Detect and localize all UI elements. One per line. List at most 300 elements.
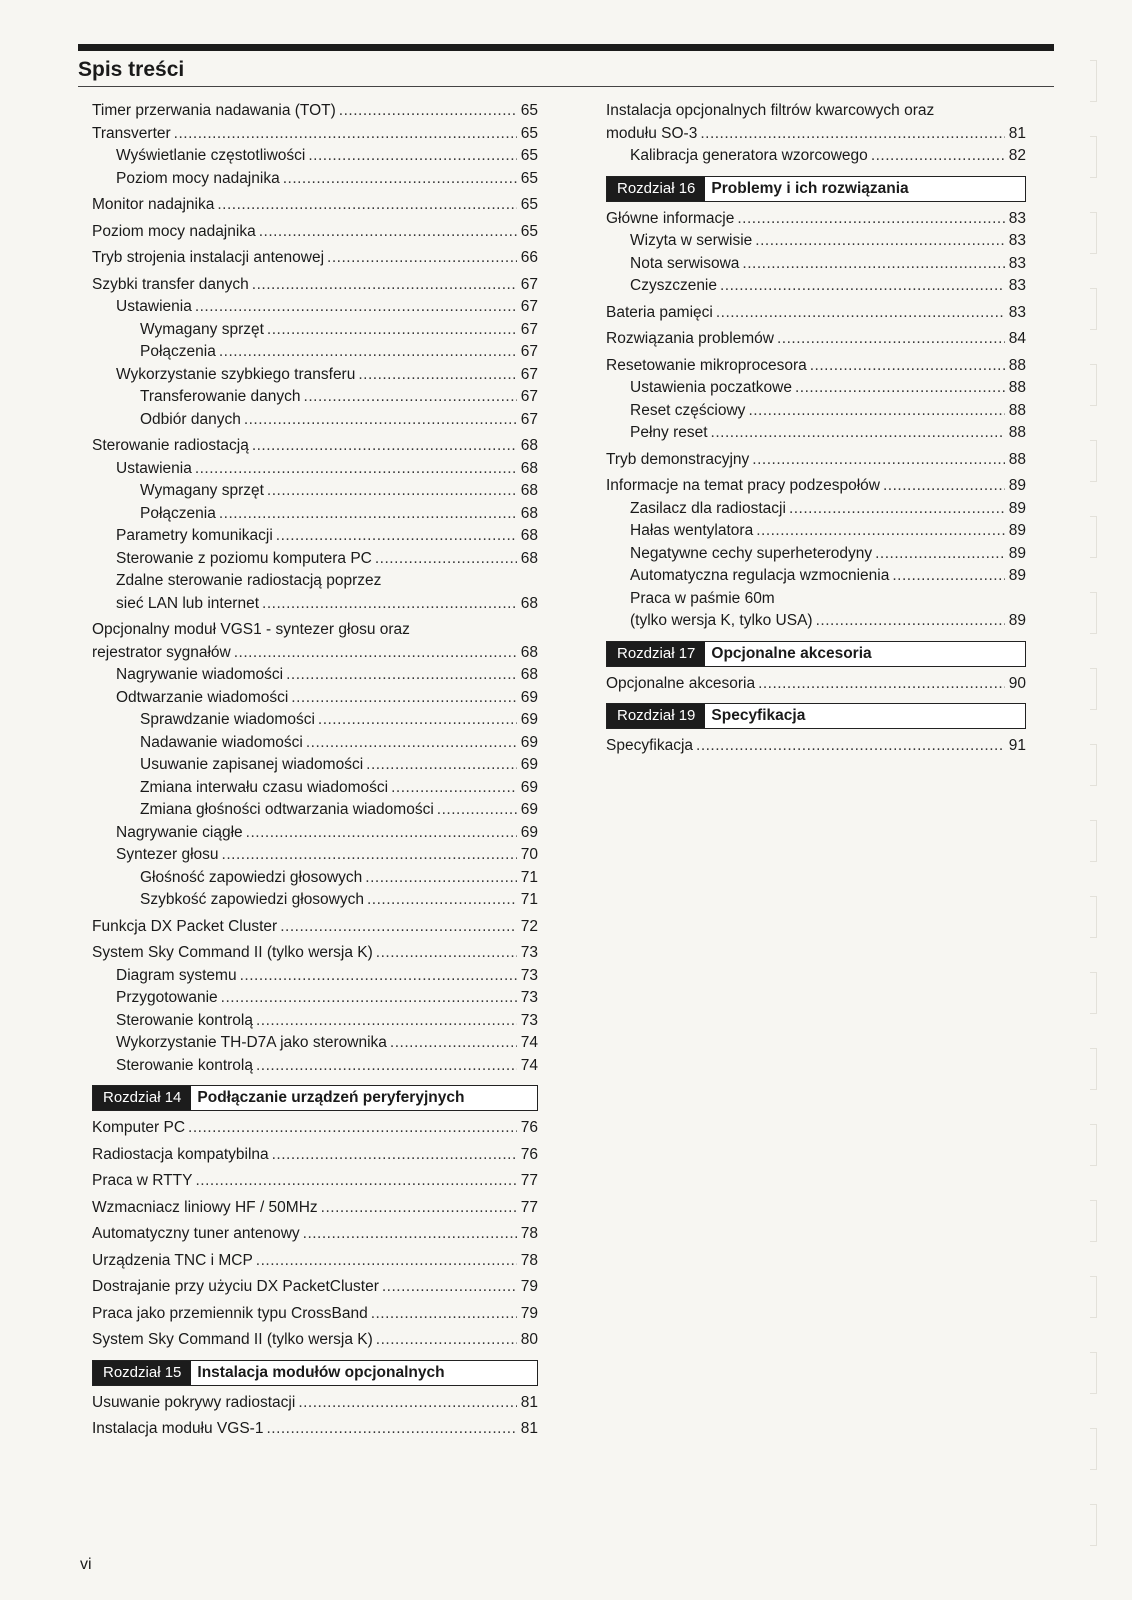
title-rule [78,86,1054,87]
toc-entry[interactable] [92,1144,538,1167]
toc-entry-label: Specyfikacja [606,737,694,754]
margin-tabs [1090,60,1104,1560]
toc-entry-page: 69 [520,688,538,706]
dot-leader [280,916,517,939]
dot-leader [256,1010,517,1033]
toc-entry-page: 69 [520,733,538,751]
dot-leader [752,449,1005,472]
toc-entry-page: 71 [520,868,538,886]
dot-leader [304,386,517,409]
toc-entry-page: 88 [1008,356,1026,374]
toc-entry-page: 74 [520,1034,538,1051]
dot-leader [195,296,517,319]
top-rule [78,44,1054,51]
dot-leader [376,942,517,965]
dot-leader [756,520,1005,543]
toc-entry-label: Radiostacja kompatybilna [92,1145,269,1163]
dot-leader [291,687,517,710]
toc-entry-label: Tryb demonstracyjny [606,450,750,468]
toc-entry-page: 67 [520,388,538,405]
toc-entry-label: Wzmacniacz liniowy HF / 50MHz [92,1198,318,1216]
dot-leader [195,458,517,481]
toc-entry-label-line: Zdalne sterowanie radiostacją poprzez [116,572,382,589]
page-title: Spis treści [78,58,185,81]
dot-leader [700,123,1005,146]
dot-leader [382,1276,517,1299]
dot-leader [196,1170,518,1193]
toc-entry-page: 69 [520,778,538,796]
chapter-title: Problemy i ich rozwiązania [705,177,1025,201]
toc-entry[interactable] [606,588,1026,633]
toc-entry[interactable] [92,1170,538,1193]
toc-entry-label: Hałas wentylatora [630,522,754,539]
toc-entry[interactable] [92,319,538,342]
toc-entry-page: 65 [520,147,538,164]
toc-entry-label: Ustawienia poczatkowe [630,379,792,396]
toc-entry-label: Monitor nadajnika [92,196,215,213]
toc-entry[interactable] [606,253,1026,276]
toc-entry[interactable] [606,100,1026,145]
chapter-number: Rozdział 15 [93,1361,191,1385]
dot-leader [219,341,517,364]
toc-entry-label: Połączenia [140,504,216,522]
dot-leader [276,525,517,548]
dot-leader [720,275,1005,298]
toc-entry-label: Parametry komunikacji [116,527,273,544]
toc-entry[interactable] [92,168,538,191]
toc-entry-page: 70 [520,846,538,863]
toc-entry-label: Sterowanie kontrolą [116,1011,253,1029]
toc-entry-label: Sterowanie z poziomu komputera PC [116,549,372,567]
page-number: vi [80,1556,92,1573]
toc-entry[interactable] [92,1276,538,1299]
dot-leader [875,543,1005,566]
toc-entry[interactable] [92,548,538,571]
dot-leader [777,328,1005,351]
toc-entry-page: 83 [1008,209,1026,227]
toc-entry[interactable] [606,673,1026,696]
toc-entry-page: 80 [520,1331,538,1348]
toc-entry-page: 67 [520,275,538,293]
dot-leader [795,377,1005,400]
toc-entry-label: Reset częściowy [630,401,746,419]
toc-entry-page: 67 [520,320,538,338]
chapter-number: Rozdział 16 [607,177,705,201]
toc-entry-label: Sterowanie radiostacją [92,437,249,454]
toc-entry-label-line: Instalacja opcjonalnych filtrów kwarcowych oraz [606,102,935,119]
toc-entry-label: Instalacja modułu VGS-1 [92,1420,264,1437]
dot-leader [358,364,517,387]
toc-entry-label: Odtwarzanie wiadomości [116,688,289,706]
toc-entry-page: 74 [520,1056,538,1074]
toc-entry-page: 89 [1008,567,1026,584]
toc-entry-page: 65 [520,196,538,213]
dot-leader [266,1418,517,1441]
dot-leader [222,844,517,867]
dot-leader [327,247,517,270]
toc-entry[interactable] [92,503,538,526]
toc-entry-label: Sterowanie kontrolą [116,1056,253,1074]
dot-leader [262,593,517,616]
toc-entry-label: Wyświetlanie częstotliwości [116,147,306,164]
toc-entry[interactable] [92,145,538,168]
dot-leader [252,435,517,458]
toc-entry-page: 65 [520,222,538,240]
dot-leader [318,709,517,732]
toc-entry[interactable] [606,735,1026,758]
toc-entry[interactable] [92,296,538,319]
toc-entry[interactable] [92,1303,538,1326]
toc-entry-page: 89 [1008,544,1026,562]
chapter-header [92,1360,538,1386]
toc-entry[interactable] [92,664,538,687]
dot-leader [267,480,517,503]
chapter-title: Opcjonalne akcesoria [705,642,1025,666]
toc-entry-page: 71 [520,891,538,908]
dot-leader [816,610,1005,633]
toc-entry-label: Automatyczna regulacja wzmocnienia [630,567,890,584]
toc-entry-page: 89 [1008,499,1026,517]
toc-entry[interactable] [606,498,1026,521]
dot-leader [437,799,517,822]
toc-entry-label: Tryb strojenia instalacji antenowej [92,249,325,266]
toc-entry-label: Wymagany sprzęt [140,482,264,499]
toc-entry-page: 88 [1008,401,1026,419]
toc-entry[interactable] [92,987,538,1010]
toc-entry-label: Głośność zapowiedzi głosowych [140,868,363,886]
toc-entry[interactable] [92,709,538,732]
toc-entry-page: 68 [520,594,538,612]
toc-left-column [92,100,538,1441]
toc-entry-label: Urządzenia TNC i MCP [92,1251,253,1269]
toc-entry-page: 69 [520,823,538,841]
toc-entry[interactable] [606,208,1026,231]
toc-entry-page: 68 [520,527,538,544]
toc-entry-page: 79 [520,1304,538,1322]
toc-entry[interactable] [606,543,1026,566]
toc-entry-page: 83 [1008,254,1026,272]
dot-leader [339,100,517,123]
toc-entry-page: 66 [520,249,538,266]
toc-entry-page: 77 [520,1198,538,1216]
toc-entry-page: 67 [520,365,538,383]
toc-entry[interactable] [606,355,1026,378]
toc-entry-label: Nagrywanie ciągłe [116,823,243,841]
toc-entry-page: 67 [520,298,538,315]
toc-entry-label: Szybkość zapowiedzi głosowych [140,891,364,908]
dot-leader [246,822,517,845]
toc-entry-label: Ustawienia [116,459,192,477]
toc-entry[interactable] [606,302,1026,325]
toc-entry[interactable] [92,754,538,777]
toc-entry-label: Syntezer głosu [116,846,219,863]
dot-leader [283,168,517,191]
toc-entry-label: Pełny reset [630,424,708,441]
chapter-title: Instalacja modułów opcjonalnych [191,1361,537,1385]
toc-entry[interactable] [92,1032,538,1055]
toc-entry[interactable] [606,449,1026,472]
chapter-number: Rozdział 19 [607,704,705,728]
toc-entry[interactable] [606,520,1026,543]
chapter-title: Podłączanie urządzeń peryferyjnych [191,1086,537,1110]
toc-entry-label: Kalibracja generatora wzorcowego [630,147,868,164]
dot-leader [303,1223,517,1246]
dot-leader [737,208,1005,231]
dot-leader [256,1250,517,1273]
toc-entry[interactable] [92,619,538,664]
toc-entry-page: 65 [520,102,538,119]
toc-entry-page: 68 [520,666,538,683]
toc-entry-label: Zasilacz dla radiostacji [630,499,786,517]
dot-leader [871,145,1005,168]
toc-entry[interactable] [606,400,1026,423]
toc-entry-label: Poziom mocy nadajnika [92,222,256,240]
toc-entry[interactable] [92,247,538,270]
toc-entry[interactable] [606,422,1026,445]
toc-entry-label: modułu SO-3 [606,124,698,142]
toc-entry-page: 73 [520,989,538,1006]
dot-leader [883,475,1005,498]
toc-entry[interactable] [92,480,538,503]
toc-entry-page: 91 [1008,737,1026,754]
toc-entry[interactable] [92,889,538,912]
dot-leader [371,1303,517,1326]
dot-leader [221,987,517,1010]
toc-entry-label: System Sky Command II (tylko wersja K) [92,1331,373,1348]
toc-entry[interactable] [92,409,538,432]
dot-leader [256,1055,517,1078]
toc-entry[interactable] [92,100,538,123]
dot-leader [252,274,517,297]
toc-entry[interactable] [92,1010,538,1033]
toc-entry-page: 76 [520,1145,538,1163]
toc-entry-page: 79 [520,1278,538,1295]
toc-entry[interactable] [92,435,538,458]
toc-entry-label: Nota serwisowa [630,254,740,272]
toc-entry-page: 68 [520,643,538,661]
toc-entry-page: 67 [520,410,538,428]
dot-leader [217,194,517,217]
dot-leader [742,253,1005,276]
toc-entry-page: 88 [1008,450,1026,468]
toc-entry[interactable] [92,844,538,867]
toc-entry-page: 83 [1008,277,1026,294]
toc-entry-page: 82 [1008,147,1026,164]
toc-entry[interactable] [92,570,538,615]
chapter-header [606,641,1026,667]
toc-entry[interactable] [92,1055,538,1078]
toc-entry-label: (tylko wersja K, tylko USA) [630,612,813,629]
chapter-title: Specyfikacja [705,704,1025,728]
toc-entry-page: 67 [520,343,538,360]
dot-leader [365,867,517,890]
dot-leader [789,498,1005,521]
toc-entry-label: Transferowanie danych [140,388,301,405]
toc-entry[interactable] [92,1223,538,1246]
chapter-number: Rozdział 14 [93,1086,191,1110]
dot-leader [267,319,517,342]
toc-entry-label: Automatyczny tuner antenowy [92,1225,300,1242]
dot-leader [391,777,517,800]
toc-entry[interactable] [92,194,538,217]
dot-leader [758,673,1005,696]
dot-leader [174,123,517,146]
toc-entry[interactable] [92,942,538,965]
dot-leader [716,302,1005,325]
toc-entry-label: rejestrator sygnałów [92,643,231,661]
toc-entry-label: Nagrywanie wiadomości [116,666,284,683]
dot-leader [272,1144,517,1167]
toc-entry-label: System Sky Command II (tylko wersja K) [92,944,373,961]
dot-leader [711,422,1005,445]
toc-entry-page: 69 [520,711,538,728]
toc-entry-label: Ustawienia [116,298,192,315]
toc-entry[interactable] [606,230,1026,253]
toc-entry-label: Praca w RTTY [92,1172,193,1189]
toc-entry-label: Wymagany sprzęt [140,320,264,338]
toc-entry[interactable] [92,965,538,988]
dot-leader [748,400,1005,423]
toc-entry[interactable] [92,799,538,822]
toc-entry[interactable] [92,687,538,710]
dot-leader [219,503,517,526]
toc-entry[interactable] [92,221,538,244]
toc-entry-label: Informacje na temat pracy podzespołów [606,477,880,494]
dot-leader [308,145,517,168]
dot-leader [188,1117,517,1140]
toc-entry-page: 68 [520,482,538,499]
toc-entry-label: Bateria pamięci [606,303,713,321]
toc-entry-page: 83 [1008,232,1026,249]
toc-entry-label-line: Praca w paśmie 60m [630,589,775,607]
toc-entry-page: 68 [520,459,538,477]
toc-entry-label: Dostrajanie przy użyciu DX PacketCluster [92,1278,379,1295]
toc-entry-label: Negatywne cechy superheterodyny [630,544,873,562]
toc-entry-label: Opcjonalne akcesoria [606,674,756,692]
toc-entry-label: Timer przerwania nadawania (TOT) [92,102,336,119]
dot-leader [298,1392,517,1415]
toc-entry-page: 89 [1008,612,1026,629]
dot-leader [696,735,1005,758]
toc-entry[interactable] [92,1250,538,1273]
toc-entry-label: Zmiana głośności odtwarzania wiadomości [140,801,434,818]
dot-leader [240,965,517,988]
toc-entry-label: Nadawanie wiadomości [140,733,303,751]
toc-entry-label-line: Opcjonalny moduł VGS1 - syntezer głosu oraz [92,621,410,638]
toc-right-column [606,100,1026,758]
toc-entry-page: 77 [520,1172,538,1189]
toc-entry[interactable] [92,916,538,939]
toc-entry[interactable] [92,1329,538,1352]
toc-entry-page: 88 [1008,424,1026,441]
dot-leader [755,230,1005,253]
toc-entry[interactable] [92,525,538,548]
toc-entry-label: Komputer PC [92,1119,186,1136]
toc-entry-label: Diagram systemu [116,966,237,984]
toc-entry-label: Usuwanie zapisanej wiadomości [140,756,364,773]
toc-entry-page: 89 [1008,522,1026,539]
toc-entry-label: Sprawdzanie wiadomości [140,711,315,728]
toc-entry[interactable] [92,274,538,297]
chapter-header [606,176,1026,202]
toc-entry-page: 65 [520,124,538,142]
toc-entry[interactable] [92,341,538,364]
dot-leader [286,664,517,687]
dot-leader [244,409,517,432]
toc-entry-label: Przygotowanie [116,989,218,1006]
chapter-header [92,1085,538,1111]
toc-entry-page: 69 [520,801,538,818]
toc-entry-page: 68 [520,437,538,454]
toc-entry-label: Odbiór danych [140,410,241,428]
toc-entry-page: 65 [520,169,538,187]
dot-leader [376,1329,517,1352]
toc-entry[interactable] [606,328,1026,351]
toc-entry-page: 81 [520,1393,538,1411]
toc-entry-label: sieć LAN lub internet [116,594,260,612]
toc-entry[interactable] [92,1117,538,1140]
toc-entry-label: Wykorzystanie szybkiego transferu [116,365,356,383]
toc-entry[interactable] [92,777,538,800]
toc-entry-label: Praca jako przemiennik typu CrossBand [92,1304,368,1322]
dot-leader [810,355,1005,378]
toc-entry-label: Transverter [92,124,171,142]
toc-entry-page: 68 [520,549,538,567]
toc-entry-page: 68 [520,504,538,522]
chapter-number: Rozdział 17 [607,642,705,666]
toc-entry[interactable] [606,275,1026,298]
toc-entry-page: 89 [1008,477,1026,494]
toc-entry-label: Połączenia [140,343,216,360]
toc-entry[interactable] [606,145,1026,168]
toc-entry-label: Zmiana interwału czasu wiadomości [140,778,389,796]
toc-entry-label: Rozwiązania problemów [606,330,774,347]
toc-entry-label: Główne informacje [606,209,735,227]
toc-entry[interactable] [92,732,538,755]
toc-entry[interactable] [92,822,538,845]
toc-entry-page: 90 [1008,674,1026,692]
toc-entry-page: 78 [520,1225,538,1242]
toc-entry[interactable] [606,377,1026,400]
toc-entry-label: Usuwanie pokrywy radiostacji [92,1393,296,1411]
toc-entry-page: 76 [520,1119,538,1136]
toc-entry[interactable] [606,565,1026,588]
toc-entry[interactable] [92,458,538,481]
toc-entry[interactable] [92,1418,538,1441]
toc-entry[interactable] [92,123,538,146]
toc-entry-label: Szybki transfer danych [92,275,249,293]
dot-leader [259,221,517,244]
toc-entry-label: Poziom mocy nadajnika [116,169,280,187]
toc-entry[interactable] [92,867,538,890]
toc-entry-page: 69 [520,756,538,773]
toc-entry-page: 72 [520,917,538,935]
toc-entry-page: 78 [520,1251,538,1269]
toc-entry-label: Czyszczenie [630,277,717,294]
toc-entry[interactable] [606,475,1026,498]
toc-entry-page: 81 [520,1420,538,1437]
toc-entry-page: 73 [520,1011,538,1029]
toc-entry-page: 84 [1008,330,1026,347]
chapter-header [606,703,1026,729]
toc-entry-page: 88 [1008,379,1026,396]
toc-entry[interactable] [92,386,538,409]
toc-entry[interactable] [92,1392,538,1415]
toc-entry[interactable] [92,1197,538,1220]
toc-entry-label: Wizyta w serwisie [630,232,753,249]
toc-entry[interactable] [92,364,538,387]
dot-leader [375,548,517,571]
